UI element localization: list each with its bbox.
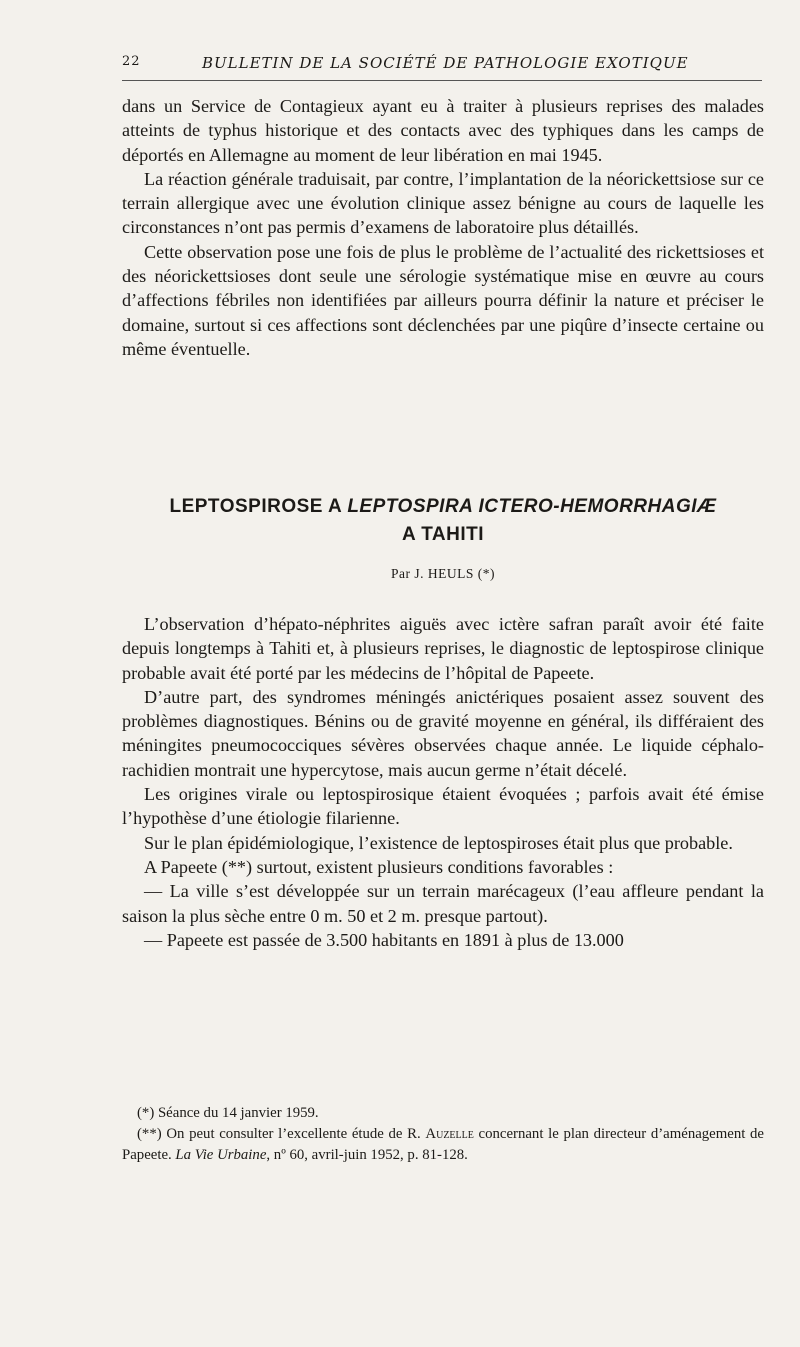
- footnotes: [122, 1103, 764, 1166]
- article-title: [122, 493, 764, 549]
- article-paragraph: D’autre part, des syndromes méningés anictériques posaient assez souvent des problèmes diagnostiques. Bénins ou de gravité moyenne en général, ils différaient des méningites pneumococciques sévères observées chaque année. Le liquide céphalo-rachidien montrait une hypercytose, mais aucun germe n’était décelé.: [122, 686, 764, 780]
- title-italic: LEPTOSPIRA ICTERO-HEMORRHAGIÆ: [347, 496, 717, 517]
- footnote-2-text-b: concernant le plan directeur d’aménagement de Papeete.: [122, 1126, 764, 1163]
- intro-paragraph: dans un Service de Contagieux ayant eu à traiter à plusieurs reprises des malades atteints de typhus historique et des contacts avec des typhiques dans les camps de déportés en Allemagne au moment de leur libération en mai 1945.: [122, 96, 764, 165]
- footnote-2-author: Auzelle: [425, 1126, 474, 1142]
- title-prefix: LEPTOSPIROSE A: [169, 496, 342, 517]
- article-paragraph: A Papeete (**) surtout, existent plusieurs conditions favorables :: [144, 856, 614, 877]
- intro-section: [122, 94, 764, 361]
- footnote-2-journal: La Vie Urbaine: [175, 1147, 267, 1163]
- intro-paragraph: La réaction générale traduisait, par contre, l’implantation de la néorickettsiose sur ce terrain allergique avec une évolution clinique assez bénigne au cours de laquelle les circonstances n’ont pas permis d’examens de laboratoire plus détaillés.: [122, 168, 764, 238]
- footnote-2-text-c: , nº 60, avril-juin 1952, p. 81-128.: [266, 1147, 468, 1163]
- running-header: [122, 52, 762, 80]
- article-paragraph: — Papeete est passée de 3.500 habitants en 1891 à plus de 13.000: [144, 929, 624, 950]
- running-title: BULLETIN DE LA SOCIÉTÉ DE PATHOLOGIE EXOTIQUE: [202, 54, 689, 72]
- footnote-2-text-a: (**) On peut consulter l’excellente étude de R.: [137, 1126, 421, 1142]
- title-line2: A TAHITI: [401, 524, 485, 545]
- article-body: [122, 612, 764, 952]
- article-paragraph: — La ville s’est développée sur un terrain marécageux (l’eau affleure pendant la saison la plus sèche entre 0 m. 50 et 2 m. presque partout).: [122, 881, 764, 926]
- header-rule: [122, 80, 762, 81]
- page-number: 22: [122, 54, 141, 69]
- byline: Par J. HEULS (*): [391, 566, 495, 581]
- footnote-2: [122, 1124, 764, 1166]
- footnote-1: (*) Séance du 14 janvier 1959.: [137, 1105, 319, 1121]
- article-paragraph: Les origines virale ou leptospirosique étaient évoquées ; parfois avait été émise l’hypothèse d’une étiologie filarienne.: [122, 784, 764, 829]
- article-paragraph: Sur le plan épidémiologique, l’existence de leptospiroses était plus que probable.: [144, 832, 733, 853]
- article-paragraph: L’observation d’hépato-néphrites aiguës avec ictère safran paraît avoir été faite depuis longtemps à Tahiti et, à plusieurs reprises, le diagnostic de leptospirose clinique probable avait été porté par les médecins de l’hôpital de Papeete.: [122, 614, 764, 683]
- intro-paragraph: Cette observation pose une fois de plus le problème de l’actualité des rickettsioses et des néorickettsioses dont seule une sérologie systématique mise en œuvre au cours d’affections fébriles non identifiées par ailleurs pourra définir la nature et préciser le domaine, surtout si ces affections sont déclenchées par une piqûre d’insecte certaine ou même éventuelle.: [122, 241, 764, 359]
